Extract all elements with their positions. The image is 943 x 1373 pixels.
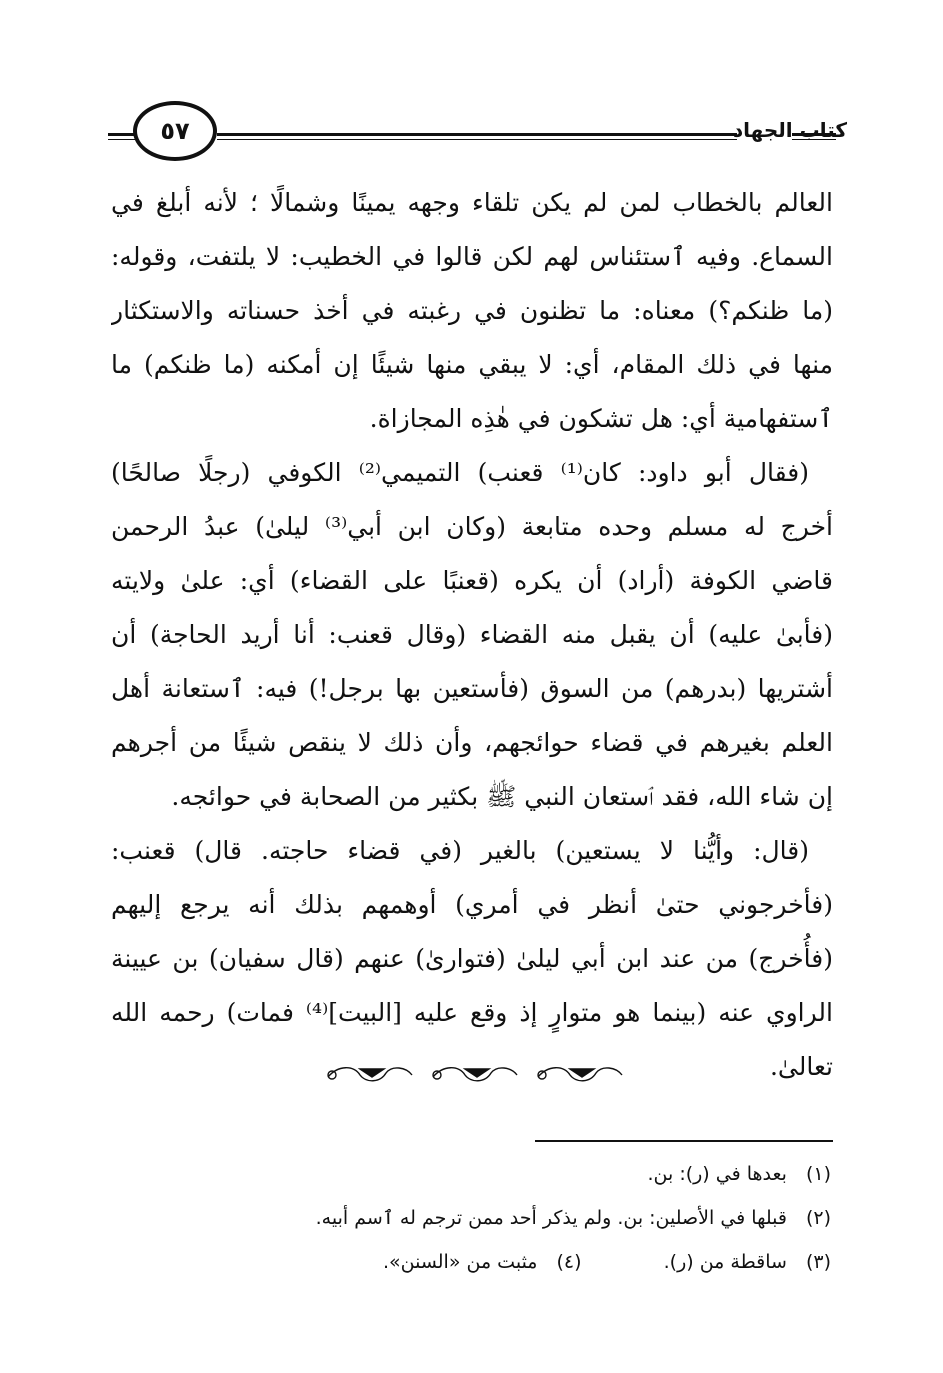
text-line: (فقال أبو داود: كان⁽¹⁾ قعنب) التميمي⁽²⁾ الكوفي (رجلًا صالحًا) — [111, 458, 809, 487]
chapter-title: كتاب الجهاد — [732, 118, 847, 142]
footnote — [111, 1152, 831, 1196]
main-text — [111, 176, 833, 1094]
text-line: منها في ذلك المقام، أي: لا يبقي منها شيئًا إن أمكنه (ما ظنكم) ما — [111, 350, 833, 379]
footnote-number: (٤) — [556, 1251, 582, 1273]
text-line: أشتريها (بدرهم) من السوق (فأستعين بها برجل!) فيه: ٱستعانة أهل — [111, 674, 833, 703]
text-line: أخرج له مسلم وحده متابعة (وكان ابن أبي⁽³⁾ ليلىٰ) عبدُ الرحمن — [111, 512, 833, 541]
footnote-number: (٢) — [805, 1207, 831, 1229]
footnotes — [111, 1152, 831, 1284]
ornament-motif — [328, 1068, 412, 1081]
footnote-text: بعدها في (ر): بن. — [647, 1163, 787, 1185]
footnote-number: (١) — [805, 1163, 831, 1185]
header-rule-left — [108, 133, 136, 136]
footnote-text: مثبت من «السنن». — [382, 1251, 538, 1273]
text-line: العلم بغيرهم في قضاء حوائجهم، وأن ذلك لا ينقص شيئًا من أجرهم — [111, 728, 833, 757]
text-line: تعالىٰ. — [769, 1052, 833, 1081]
footnote-text: قبلها في الأصلين: بن. ولم يذكر أحد ممن ترجم له ٱسم أبيه. — [315, 1207, 787, 1229]
footnote — [111, 1196, 831, 1240]
text-line: إن شاء الله، فقد ٱستعان النبي ﷺ بكثير من الصحابة في حوائجه. — [171, 782, 833, 811]
footnote-rule — [535, 1140, 833, 1142]
text-line: قاضي الكوفة (أراد) أن يكره (قعنبًا على القضاء) أي: علىٰ ولايته — [111, 566, 833, 595]
text-line: السماع. وفيه ٱستئناس لهم لكن قالوا في الخطيب: لا يلتفت، وقوله: — [111, 242, 833, 271]
text-line: ٱستفهامية أي: هل تشكون في هٰذِه المجازاة. — [369, 404, 833, 433]
header-rule-right-thin — [217, 139, 737, 140]
header-rule-left-thin — [108, 139, 136, 140]
text-line: الراوي عنه (بينما هو متوارٍ إذ وقع عليه [البيت]⁽⁴⁾ فمات) رحمه الله — [111, 998, 833, 1027]
text-line: العالم بالخطاب لمن لم يكن تلقاء وجهه يمينًا وشمالًا ؛ لأنه أبلغ في — [111, 188, 833, 217]
text-line: (فأبىٰ عليه) أن يقبل منه القضاء (وقال قعنب: أنا أريد الحاجة) أن — [111, 620, 833, 649]
ornament-motif — [433, 1068, 517, 1081]
footnote-text: ساقطة من (ر). — [663, 1251, 787, 1273]
section-ornament — [320, 1057, 630, 1087]
text-line: (قال: وأيُّنا لا يستعين) بالغير (في قضاء حاجته. قال) قعنب: — [111, 836, 809, 865]
text-line: (فأُخرج) من عند ابن أبي ليلىٰ (فتوارىٰ) عنهم (قال سفيان) بن عيينة — [111, 944, 833, 973]
page-number — [133, 101, 217, 161]
text-line: (فأخرجوني حتىٰ أنظر في أمري) أوهمهم بذلك أنه يرجع إليهم — [111, 890, 833, 919]
text-line: (ما ظنكم؟) معناه: ما تظنون في رغبته في أخذ حسناته والاستكثار — [111, 296, 833, 325]
footnote-number: (٣) — [805, 1251, 831, 1273]
header-rule-right — [217, 133, 737, 136]
footnote — [111, 1240, 831, 1284]
ornament-motif — [538, 1068, 622, 1081]
page-number-text: ٥٧ — [160, 117, 190, 145]
